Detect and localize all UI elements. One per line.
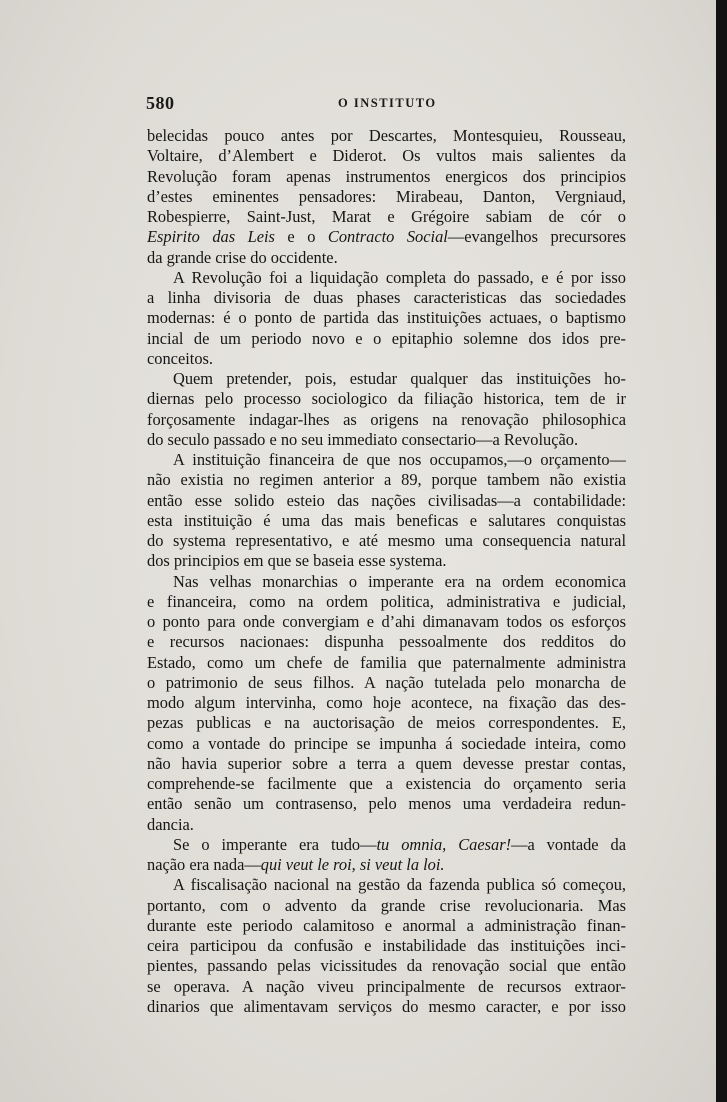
text-line: A fiscalisação nacional na gestão da fazenda publica só começou, <box>173 875 626 895</box>
text-line: da grande crise do occidente. <box>147 247 338 267</box>
text-line: a linha divisoria de duas phases caracteristicas das sociedades <box>147 288 626 307</box>
text-line: comprehende-se facilmente que a existencia do orçamento seria <box>147 774 626 793</box>
italic-text: qui veut le roi, si veut la loi. <box>260 855 445 874</box>
text-line: diernas pelo processo sociologico da filiação historica, tem de ir <box>147 389 626 409</box>
text-line: se operava. A nação viveu principalmente de recursos extraor- <box>147 976 626 996</box>
scan-edge <box>716 0 727 1102</box>
text-line: o ponto para onde convergiam e d’ahi dimanavam todos os esforços <box>147 612 626 631</box>
text-line <box>147 835 626 855</box>
text-line <box>147 855 626 875</box>
text-line: A instituição financeira de que nos occupamos,—o orçamento— <box>173 450 626 469</box>
text-line: do systema representativo, e até mesmo uma consequencia natural <box>147 531 626 550</box>
text-line <box>147 227 626 247</box>
text-line: durante este periodo calamitoso e anormal a administração finan- <box>147 915 626 935</box>
text-line: forçosamente indagar-lhes as origens na renovação philosophica <box>147 409 626 429</box>
text-line: ceira participou da confusão e instabilidade das instituições inci- <box>147 936 626 955</box>
text-line: incial de um periodo novo e o epitaphio solemne dos idos pre- <box>147 328 626 348</box>
italic-text: Espirito das Leis <box>147 227 275 247</box>
text-line: Estado, como um chefe de familia que paternalmente administra <box>147 652 626 672</box>
text-line: e financeira, como na ordem politica, administrativa e judicial, <box>147 591 626 611</box>
page-header <box>146 93 626 117</box>
text-line: dos principios em que se baseia esse systema. <box>147 551 447 571</box>
text-line: dinarios que alimentavam serviços do mesmo caracter, e por isso <box>147 996 626 1016</box>
body-text <box>147 126 626 1017</box>
text-line: A Revolução foi a liquidação completa do passado, e é por isso <box>173 267 626 287</box>
text-line: como a vontade do principe se impunha á sociedade inteira, como <box>147 733 626 753</box>
text-line: do seculo passado e no seu immediato consectario—a Revolução. <box>147 429 579 449</box>
text-segment: Se o imperante era tudo— <box>173 834 377 854</box>
text-line: esta instituição é uma das mais beneficas e salutares conquistas <box>147 510 626 530</box>
text-line: portanto, com o advento da grande crise revolucionaria. Mas <box>147 895 626 915</box>
running-title: O INSTITUTO <box>338 96 437 110</box>
text-line: Nas velhas monarchias o imperante era na ordem economica <box>173 571 626 591</box>
text-line: Voltaire, d’Alembert e Diderot. Os vultos mais salientes da <box>147 146 626 166</box>
text-line: não existia no regimen anterior a 89, porque tambem não existia <box>147 470 626 490</box>
text-segment: —a vontade da <box>511 834 626 854</box>
text-line: não havia superior sobre a terra a quem devesse prestar contas, <box>147 753 626 773</box>
text-line: modo algum intervinha, como hoje acontece, na fixação das des- <box>147 693 626 712</box>
text-line: pezas publicas e na auctorisação de meios correspondentes. E, <box>147 713 626 733</box>
text-line: e recursos nacionaes: dispunha pessoalmente dos redditos do <box>147 632 626 652</box>
text-line: conceitos. <box>147 348 213 368</box>
text-line: então esse solido esteio das nações civilisadas—a contabilidade: <box>147 490 626 510</box>
text-line: Revolução foram apenas instrumentos energicos dos principios <box>147 166 626 186</box>
text-segment: e o <box>274 227 328 247</box>
text-line: então senão um contrasenso, pelo menos uma verdadeira redun- <box>147 794 626 814</box>
text-line: o patrimonio de seus filhos. A nação tutelada pelo monarcha de <box>147 672 626 692</box>
text-line: dancia. <box>147 814 194 834</box>
text-segment: —evangelhos precursores <box>447 227 626 247</box>
text-line: d’estes eminentes pensadores: Mirabeau, Danton, Vergniaud, <box>147 186 626 206</box>
page-number: 580 <box>146 93 175 113</box>
text-line: pientes, passando pelas vicissitudes da renovação social que então <box>147 956 626 976</box>
text-line: modernas: é o ponto de partida das instituições actuaes, o baptismo <box>147 308 626 328</box>
text-segment: nação era nada— <box>147 855 261 874</box>
italic-text: Contracto Social <box>327 227 448 247</box>
text-line: Robespierre, Saint-Just, Marat e Grégoire sabiam de cór o <box>147 207 626 226</box>
text-line: belecidas pouco antes por Descartes, Montesquieu, Rousseau, <box>147 126 626 145</box>
italic-text: tu omnia, Caesar! <box>376 834 512 854</box>
text-line: Quem pretender, pois, estudar qualquer das instituições ho- <box>173 369 626 388</box>
